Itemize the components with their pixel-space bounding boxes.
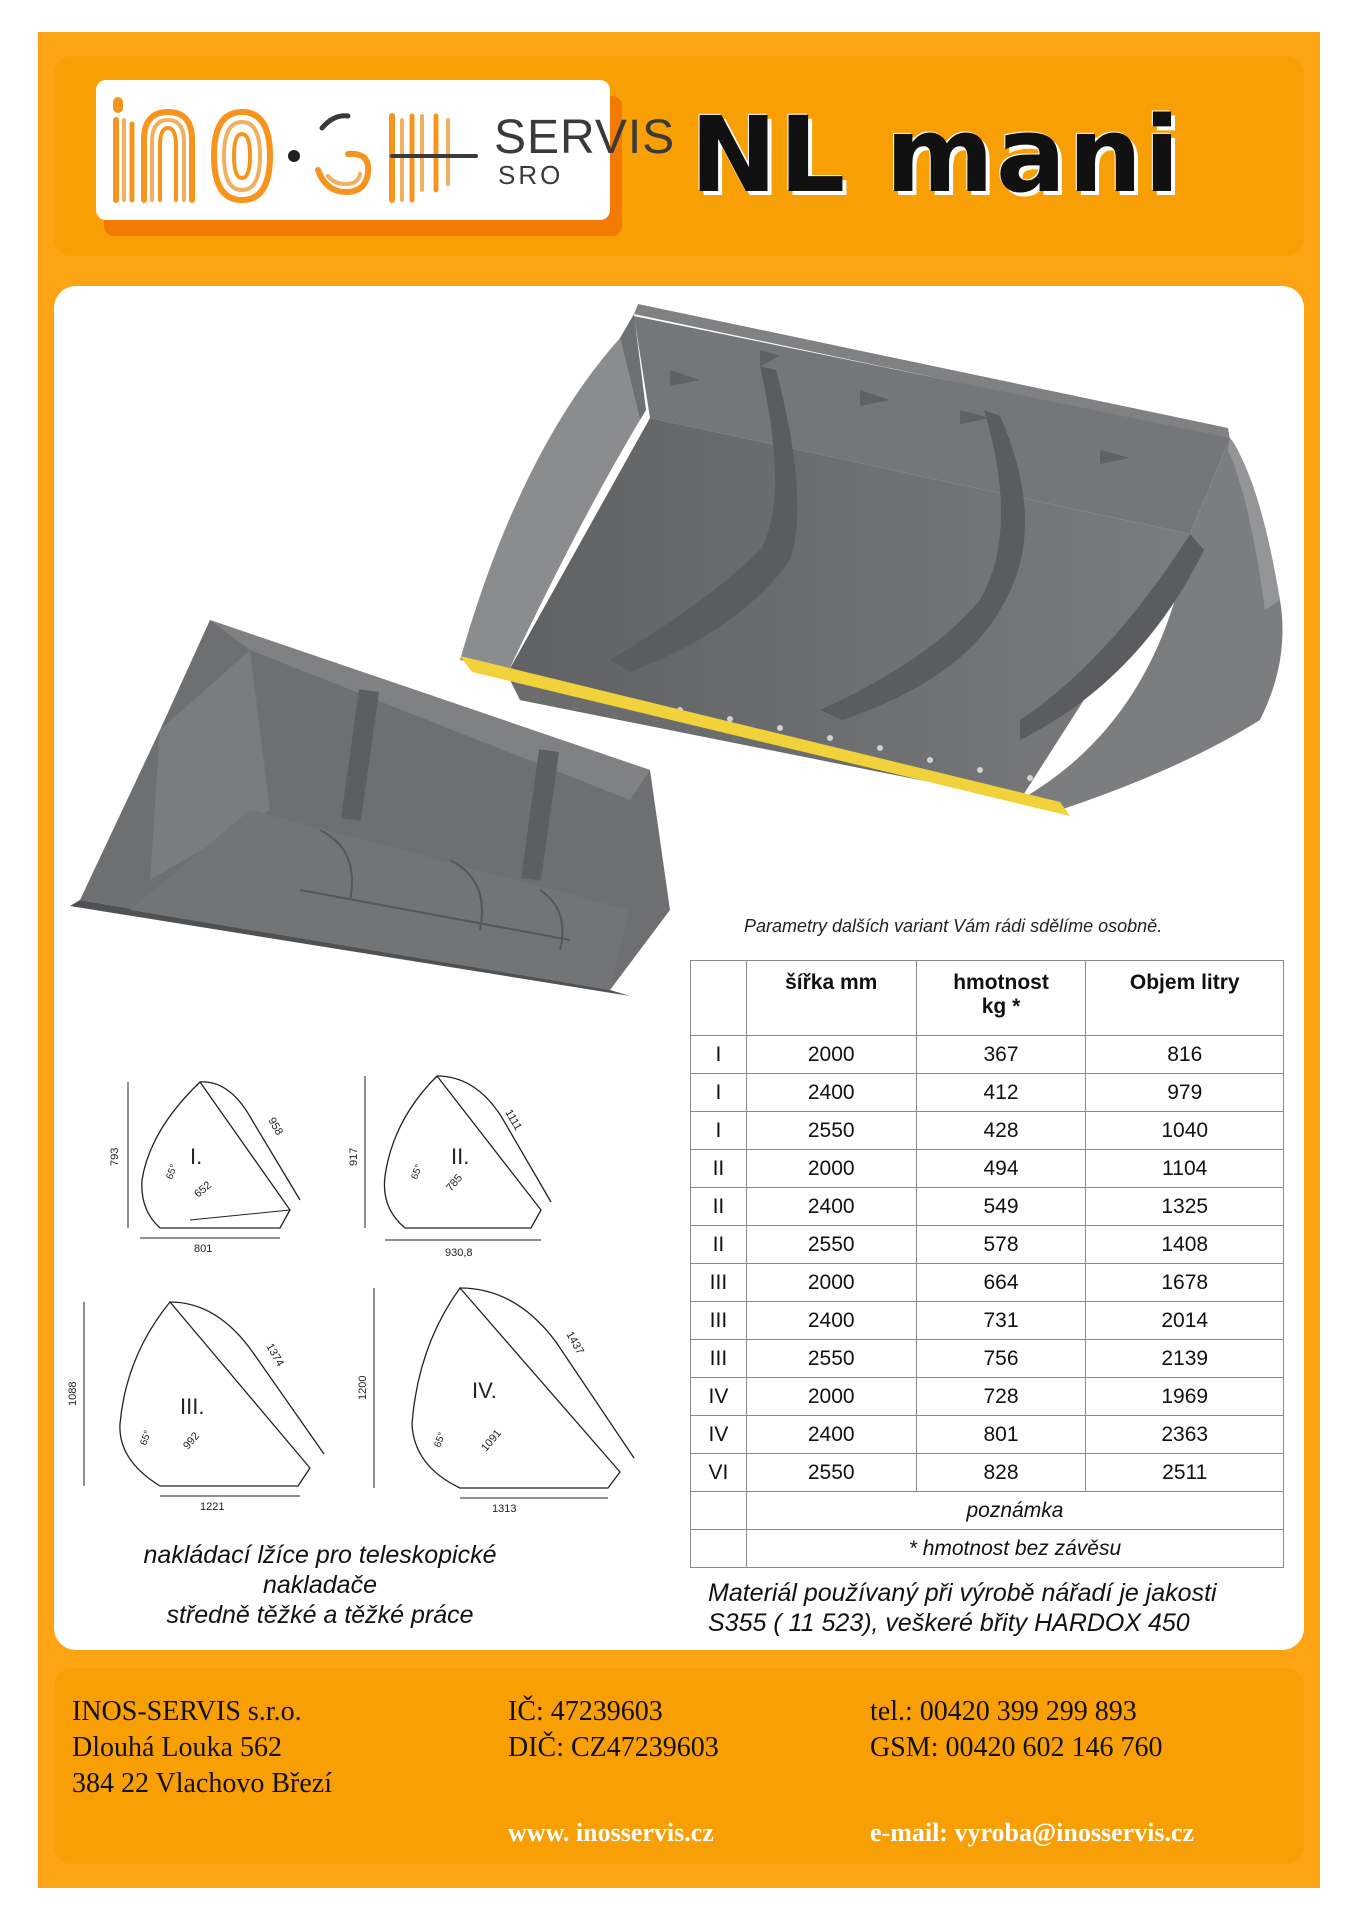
dim-radius: 1091 (479, 1427, 505, 1454)
bucket-rear-image (70, 610, 690, 1010)
page-title: NL mani (690, 94, 1182, 216)
product-caption (100, 1540, 540, 1630)
cell-width: 2000 (746, 1036, 916, 1074)
material-line-2: S355 ( 11 523), veškeré břity HARDOX 450 (708, 1609, 1190, 1637)
table-row (691, 1264, 1284, 1302)
cell-width: 2400 (746, 1074, 916, 1112)
company-logo (96, 80, 676, 220)
cell-type: II (691, 1150, 747, 1188)
cell-weight: 756 (916, 1340, 1086, 1378)
note-label: poznámka (746, 1492, 1283, 1530)
footer-dic: DIČ: CZ47239603 (508, 1732, 719, 1763)
cell-weight: 412 (916, 1074, 1086, 1112)
cell-volume: 1408 (1086, 1226, 1284, 1264)
dim-height: 1088 (67, 1381, 79, 1406)
cell-width: 2000 (746, 1378, 916, 1416)
cell-width: 2400 (746, 1302, 916, 1340)
spec-table (690, 960, 1284, 1568)
cell-volume: 2139 (1086, 1340, 1284, 1378)
profile-diagram-4 (357, 1276, 660, 1520)
dim-diagonal: 958 (265, 1115, 285, 1138)
cell-weight: 828 (916, 1454, 1086, 1492)
cell-width: 2400 (746, 1188, 916, 1226)
dim-diagonal: 1374 (263, 1341, 287, 1369)
profile-label: III. (180, 1394, 205, 1419)
table-row (691, 1150, 1284, 1188)
cell-weight: 728 (916, 1378, 1086, 1416)
material-line-1: Materiál používaný při výrobě nářadí je jakosti (708, 1579, 1217, 1607)
profile-diagram-3 (67, 1290, 350, 1520)
table-row (691, 1226, 1284, 1264)
cell-volume: 1325 (1086, 1188, 1284, 1226)
profile-diagram-1 (100, 1060, 320, 1260)
footer-email-link[interactable]: e-mail: vyroba@inosservis.cz (870, 1818, 1195, 1847)
header-width: šířka mm (746, 961, 916, 1036)
cell-volume: 816 (1086, 1036, 1284, 1074)
table-row (691, 1112, 1284, 1150)
cell-type: I (691, 1036, 747, 1074)
cell-type: I (691, 1112, 747, 1150)
cell-weight: 367 (916, 1036, 1086, 1074)
dim-base: 930,8 (445, 1247, 473, 1259)
table-row (691, 1340, 1284, 1378)
table-row (691, 1378, 1284, 1416)
footer-street: Dlouhá Louka 562 (72, 1732, 282, 1763)
header-volume: Objem litry (1086, 961, 1284, 1036)
table-row (691, 1302, 1284, 1340)
footer-company: INOS-SERVIS s.r.o. (72, 1696, 302, 1727)
cell-weight: 578 (916, 1226, 1086, 1264)
footer-city: 384 22 Vlachovo Březí (72, 1768, 332, 1799)
cell-type: III (691, 1340, 747, 1378)
material-note (708, 1578, 1288, 1638)
table-header-row (691, 961, 1284, 1036)
table-row (691, 1036, 1284, 1074)
brand-sro: SRO (498, 160, 564, 190)
caption-line-1: nakládací lžíce pro teleskopické (143, 1541, 497, 1569)
cell-volume: 2363 (1086, 1416, 1284, 1454)
cell-type: II (691, 1226, 747, 1264)
dim-angle: 65° (409, 1163, 425, 1182)
cell-type: IV (691, 1378, 747, 1416)
cell-width: 2550 (746, 1454, 916, 1492)
footer-ic: IČ: 47239603 (508, 1696, 663, 1727)
dim-diagonal: 1437 (563, 1329, 587, 1357)
cell-volume: 979 (1086, 1074, 1284, 1112)
table-note-row (691, 1530, 1284, 1568)
table-note-row (691, 1492, 1284, 1530)
cell-width: 2000 (746, 1150, 916, 1188)
header-type (691, 961, 747, 1036)
cell-volume: 2014 (1086, 1302, 1284, 1340)
dim-angle: 65° (138, 1429, 154, 1448)
cell-empty (691, 1492, 747, 1530)
cell-weight: 549 (916, 1188, 1086, 1226)
table-row (691, 1454, 1284, 1492)
cell-weight: 494 (916, 1150, 1086, 1188)
cell-type: IV (691, 1416, 747, 1454)
variant-note: Parametry dalších variant Vám rádi sdělíme osobně. (744, 916, 1163, 936)
cell-type: III (691, 1302, 747, 1340)
cell-type: II (691, 1188, 747, 1226)
dim-height: 1200 (357, 1375, 369, 1400)
dim-base: 1221 (200, 1501, 225, 1513)
dim-height: 917 (348, 1147, 360, 1166)
dim-base: 1313 (492, 1503, 517, 1515)
cell-weight: 731 (916, 1302, 1086, 1340)
footer-gsm: GSM: 00420 602 146 760 (870, 1732, 1163, 1763)
caption-line-3: středně těžké a těžké práce (166, 1601, 474, 1629)
cell-volume: 1040 (1086, 1112, 1284, 1150)
profile-label: II. (451, 1144, 470, 1169)
table-row (691, 1188, 1284, 1226)
brand-servis: SERVIS (494, 111, 676, 164)
dim-diagonal: 1111 (502, 1107, 524, 1133)
table-row (691, 1074, 1284, 1112)
dim-radius: 992 (181, 1430, 203, 1452)
cell-width: 2400 (746, 1416, 916, 1454)
cell-width: 2550 (746, 1340, 916, 1378)
cell-width: 2550 (746, 1226, 916, 1264)
footer-tel: tel.: 00420 399 299 893 (870, 1696, 1137, 1727)
dim-radius: 652 (192, 1179, 214, 1201)
dim-radius: 785 (444, 1172, 466, 1194)
dim-angle: 65° (164, 1163, 180, 1182)
cell-volume: 1969 (1086, 1378, 1284, 1416)
profile-label: IV. (472, 1378, 497, 1403)
dim-angle: 65° (432, 1431, 448, 1450)
cell-type: I (691, 1074, 747, 1112)
footer-web-link[interactable]: www. inosservis.cz (508, 1818, 714, 1847)
cell-width: 2550 (746, 1112, 916, 1150)
profile-diagram-2 (345, 1060, 575, 1260)
cell-weight: 801 (916, 1416, 1086, 1454)
note-text: * hmotnost bez závěsu (746, 1530, 1283, 1568)
cell-type: VI (691, 1454, 747, 1492)
cell-volume: 1104 (1086, 1150, 1284, 1188)
profile-label: I. (190, 1144, 203, 1169)
cell-volume: 1678 (1086, 1264, 1284, 1302)
dim-base: 801 (194, 1243, 213, 1255)
cell-type: III (691, 1264, 747, 1302)
cell-width: 2000 (746, 1264, 916, 1302)
cell-weight: 428 (916, 1112, 1086, 1150)
cell-weight: 664 (916, 1264, 1086, 1302)
table-row (691, 1416, 1284, 1454)
header-weight: hmotnost kg * (916, 961, 1086, 1036)
caption-line-2: nakladače (263, 1571, 377, 1599)
cell-empty (691, 1530, 747, 1568)
dim-height: 793 (109, 1147, 121, 1166)
cell-volume: 2511 (1086, 1454, 1284, 1492)
